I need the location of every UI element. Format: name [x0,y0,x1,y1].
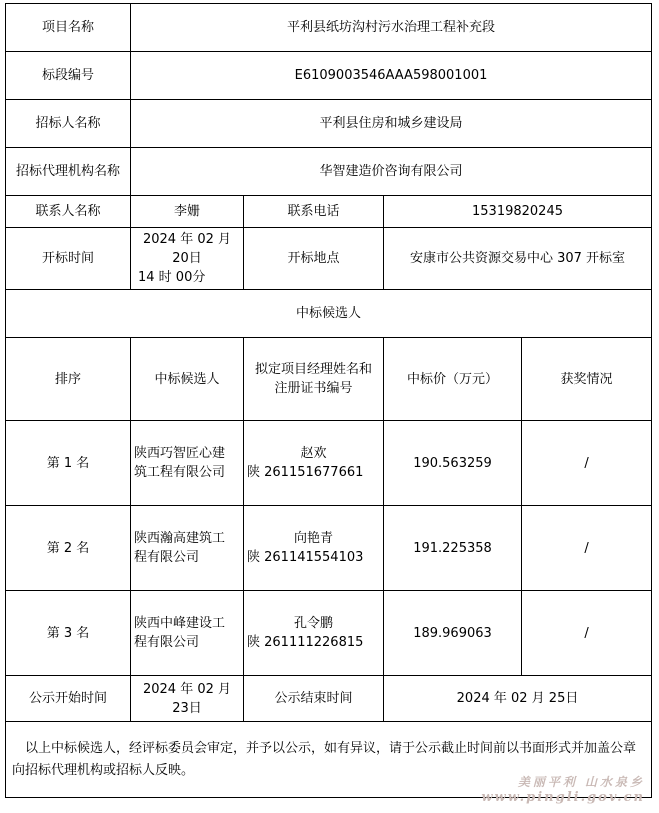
candidate-name-line2: 程有限公司 [134,635,200,650]
agency-label: 招标代理机构名称 [6,148,131,196]
project-name-label: 项目名称 [6,4,131,52]
candidate-awards: / [522,421,652,506]
publicity-end-label: 公示结束时间 [244,676,384,722]
place-value: 安康市公共资源交易中心 307 开标室 [384,228,652,290]
candidates-title: 中标候选人 [6,290,652,338]
bid-result-table [5,3,652,798]
header-manager-line1: 拟定项目经理姓名和 [254,362,372,377]
header-name: 中标候选人 [131,338,244,421]
candidate-name-line1: 陕西巧智匠心建 [134,446,226,461]
header-rank: 排序 [6,338,131,421]
header-manager [244,338,384,421]
manager-name: 向艳青 [293,531,333,546]
opening-time-line2: 14 时 00分 [138,270,206,285]
manager-cert: 陕 261111226815 [247,635,364,650]
site-watermark [481,773,645,805]
publicity-start-label: 公示开始时间 [6,676,131,722]
tenderer-label: 招标人名称 [6,100,131,148]
candidate-rank: 第 2 名 [6,506,131,591]
candidate-name [131,506,244,591]
opening-time-line1: 2024 年 02 月 20日 [142,232,232,266]
contact-value: 李姗 [131,196,244,228]
section-no-value: E6109003546AAA598001001 [131,52,652,100]
manager-cert: 陕 261141554103 [247,550,364,565]
notice-text: 以上中标候选人，经评标委员会审定，并予以公示，如有异议，请于公示截止时间前以书面形式并加盖公章向招标代理机构或招标人反映。 [6,722,652,798]
candidate-manager [244,506,384,591]
opening-label: 开标时间 [6,228,131,290]
candidate-manager [244,421,384,506]
candidate-row [6,506,652,591]
tenderer-value: 平利县住房和城乡建设局 [131,100,652,148]
candidate-price: 191.225358 [384,506,522,591]
candidate-awards: / [522,591,652,676]
publicity-end-value: 2024 年 02 月 25日 [384,676,652,722]
candidate-awards: / [522,506,652,591]
manager-cert: 陕 261151677661 [247,465,364,480]
candidate-name [131,591,244,676]
candidate-row [6,591,652,676]
publicity-start-value: 2024 年 02 月 23日 [131,676,244,722]
opening-time [131,228,244,290]
candidate-price: 189.969063 [384,591,522,676]
header-manager-line2: 注册证书编号 [274,381,353,396]
project-name-value: 平利县纸坊沟村污水治理工程补充段 [131,4,652,52]
candidate-rank: 第 3 名 [6,591,131,676]
candidate-row [6,421,652,506]
manager-name: 赵欢 [300,446,327,461]
candidate-name-line2: 程有限公司 [134,550,200,565]
candidate-name [131,421,244,506]
candidate-rank: 第 1 名 [6,421,131,506]
phone-value: 15319820245 [384,196,652,228]
contact-label: 联系人名称 [6,196,131,228]
candidate-name-line1: 陕西中峰建设工 [134,616,226,631]
section-no-label: 标段编号 [6,52,131,100]
manager-name: 孔令鹏 [293,616,333,631]
watermark-slogan: 美丽平利 山水泉乡 [517,775,645,789]
candidate-name-line2: 筑工程有限公司 [134,465,226,480]
candidate-name-line1: 陕西瀚高建筑工 [134,531,226,546]
header-awards: 获奖情况 [522,338,652,421]
agency-value: 华智建造价咨询有限公司 [131,148,652,196]
header-price: 中标价（万元） [384,338,522,421]
candidate-price: 190.563259 [384,421,522,506]
phone-label: 联系电话 [244,196,384,228]
candidate-manager [244,591,384,676]
watermark-url: www.pingli.gov.cn [481,790,645,805]
place-label: 开标地点 [244,228,384,290]
